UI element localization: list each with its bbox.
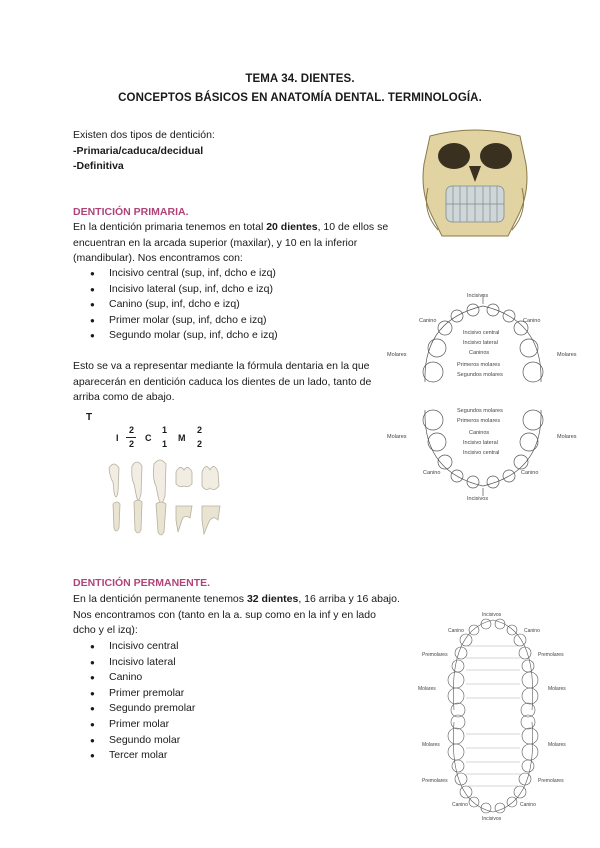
- section-heading-primaria: DENTICIÓN PRIMARIA.: [73, 206, 189, 218]
- primaria-list: [90, 266, 278, 344]
- page-title: TEMA 34. DIENTES.: [245, 73, 355, 85]
- perm-label-canino-left-inf: Canino: [452, 802, 468, 808]
- label-molares-left: Molares: [387, 352, 407, 358]
- label-inc-central: Incisivo central: [463, 330, 500, 336]
- formula-m-bottom: 2: [197, 439, 203, 449]
- label-segundos-molares: Segundos molares: [457, 372, 503, 378]
- label-primeros-molares-inf: Primeros molares: [457, 418, 501, 424]
- perm-label-canino-right: Canino: [524, 628, 540, 634]
- list-item: ● Tercer molar: [90, 748, 195, 764]
- primaria-paragraph: En la dentición primaria tenemos en total 20 dientes, 10 de ellos se encuentran en la arcada superior (maxilar), y 10 en la inferior (mandibular). Nos encontramos con:: [73, 221, 389, 264]
- label-molares-right-inf: Molares: [557, 434, 577, 440]
- perm-label-molares-right: Molares: [548, 686, 566, 692]
- label-segundos-molares-inf: Segundos molares: [457, 408, 503, 414]
- permanente-list: [90, 639, 195, 764]
- list-item: ● Canino: [90, 670, 195, 686]
- section-heading-permanente: DENTICIÓN PERMANENTE.: [73, 577, 211, 589]
- formula-m: M: [178, 433, 186, 443]
- formula-i-bottom: 2: [129, 439, 135, 449]
- primary-arch-diagram: [385, 290, 581, 502]
- perm-label-molares-right-inf: Molares: [548, 742, 566, 748]
- list-item: ● Primer molar (sup, inf, dcho e izq): [90, 313, 278, 329]
- label-canino-right: Canino: [523, 318, 541, 324]
- formula-c-top: 1: [162, 425, 168, 435]
- formula-c: C: [145, 433, 152, 443]
- formula-paragraph: Esto se va a representar mediante la fórmula dentaria en la que aparecerán en dentición caduca los dientes de un lado, tanto de arriba como de abajo.: [73, 360, 372, 403]
- skull-illustration: [414, 128, 536, 240]
- list-item: ● Canino (sup, inf, dcho e izq): [90, 297, 278, 313]
- perm-label-premolares-left-inf: Premolares: [422, 778, 448, 784]
- label-caninos-inf: Caninos: [469, 430, 490, 436]
- list-item: ● Incisivo central: [90, 639, 195, 655]
- formula-c-bottom: 1: [162, 439, 168, 449]
- perm-label-incisivos-bottom: Incisivos: [482, 816, 502, 822]
- label-inc-lateral: Incisivo lateral: [463, 340, 498, 346]
- formula-i-top: 2: [129, 425, 135, 435]
- label-incisivos-bottom: Incisivos: [467, 496, 489, 502]
- label-canino-left: Canino: [419, 318, 437, 324]
- list-item: ● Segundo molar: [90, 733, 195, 749]
- list-item: ● Incisivo lateral: [90, 655, 195, 671]
- label-inc-central-inf: Incisivo central: [463, 450, 500, 456]
- list-item: ● Segundo molar (sup, inf, dcho e izq): [90, 328, 278, 344]
- label-primeros-molares: Primeros molares: [457, 362, 501, 368]
- formula-i: I: [116, 433, 119, 443]
- perm-label-premolares-left: Premolares: [422, 652, 448, 658]
- perm-label-premolares-right-inf: Premolares: [538, 778, 564, 784]
- list-item: ● Primer premolar: [90, 686, 195, 702]
- label-incisivos-top: Incisivos: [467, 293, 489, 299]
- list-item: ● Incisivo lateral (sup, inf, dcho e izq): [90, 282, 278, 298]
- permanente-paragraph: En la dentición permanente tenemos 32 dientes, 16 arriba y 16 abajo. Nos encontramos con (tanto en la a. sup como en la inf y en lado dcho y el izq):: [73, 593, 400, 636]
- label-canino-right-inf: Canino: [521, 470, 539, 476]
- perm-label-canino-right-inf: Canino: [520, 802, 536, 808]
- label-molares-left-inf: Molares: [387, 434, 407, 440]
- formula-m-top: 2: [197, 425, 203, 435]
- list-item: ● Segundo premolar: [90, 701, 195, 717]
- label-molares-right: Molares: [557, 352, 577, 358]
- label-inc-lateral-inf: Incisivo lateral: [463, 440, 498, 446]
- perm-label-incisivos-top: Incisivos: [482, 612, 502, 618]
- perm-label-molares-left-inf: Molares: [422, 742, 440, 748]
- page-subtitle: CONCEPTOS BÁSICOS EN ANATOMÍA DENTAL. TERMINOLOGÍA.: [118, 92, 482, 104]
- list-item: ● Primer molar: [90, 717, 195, 733]
- perm-label-premolares-right: Premolares: [538, 652, 564, 658]
- primary-teeth-illustration: [104, 458, 224, 538]
- intro-text: Existen dos tipos de dentición: -Primaria/caduca/decidual -Definitiva: [73, 129, 215, 172]
- formula-i-bar: [126, 437, 136, 438]
- list-item: ● Incisivo central (sup, inf, dcho e izq): [90, 266, 278, 282]
- perm-label-canino-left: Canino: [448, 628, 464, 634]
- label-caninos: Caninos: [469, 350, 490, 356]
- permanent-arch-diagram: [408, 610, 578, 822]
- perm-label-molares-left: Molares: [418, 686, 436, 692]
- label-canino-left-inf: Canino: [423, 470, 441, 476]
- formula-t: T: [86, 412, 93, 423]
